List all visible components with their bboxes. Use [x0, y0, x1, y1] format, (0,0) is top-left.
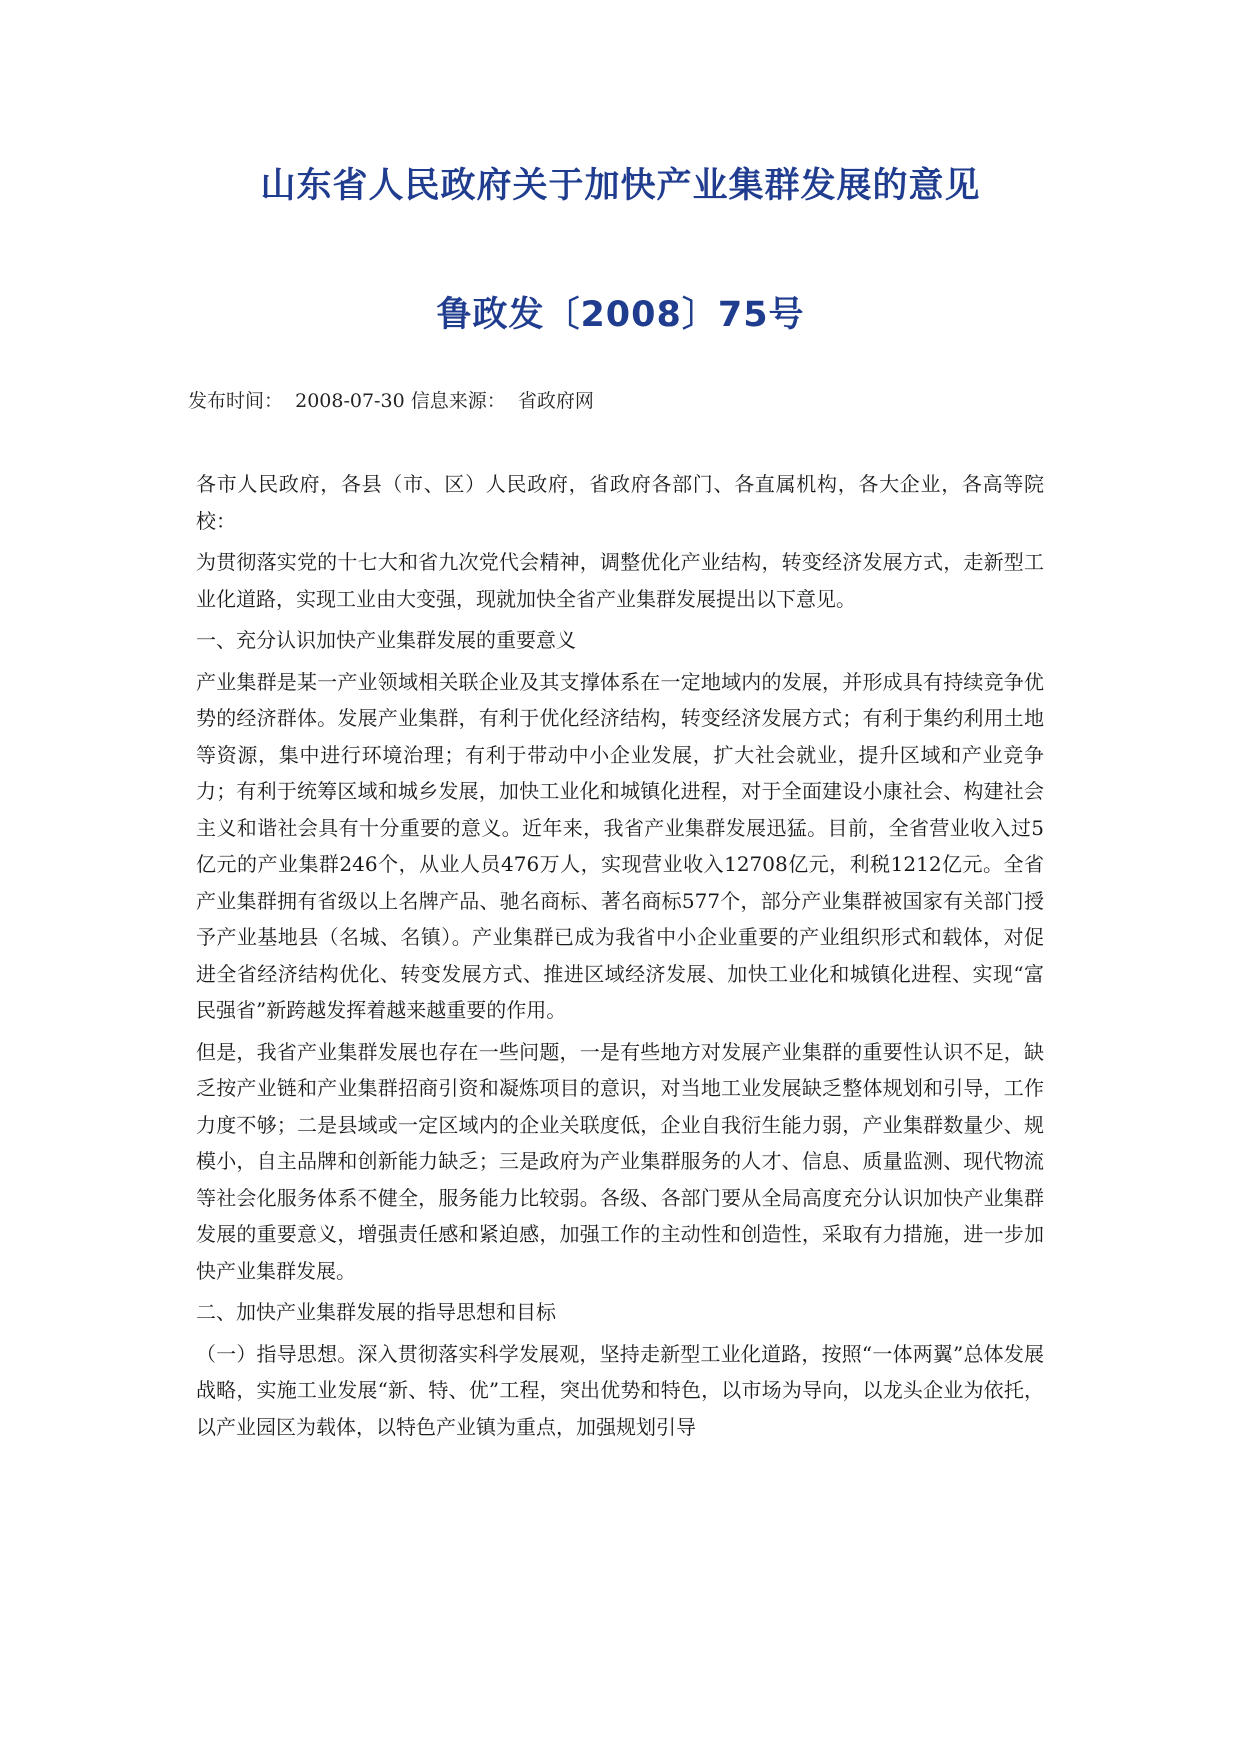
paragraph-problems: 但是，我省产业集群发展也存在一些问题，一是有些地方对发展产业集群的重要性认识不足，缺乏按产业链和产业集群招商引资和凝炼项目的意识，对当地工业发展缺乏整体规划和引导，工作力度不够；二是县域或一定区域内的企业关联度低，企业自我衍生能力弱，产业集群数量少、规模小，自主品牌和创新能力缺乏；三是政府为产业集群服务的人才、信息、质量监测、现代物流等社会化服务体系不健全，服务能力比较弱。各级、各部门要从全局高度充分认识加快产业集群发展的重要意义，增强责任感和紧迫感，加强工作的主动性和创造性，采取有力措施，进一步加快产业集群发展。 — [196, 1039, 1044, 1283]
section-heading-2: 二、加快产业集群发展的指导思想和目标 — [196, 1300, 556, 1324]
document-title: 山东省人民政府关于加快产业集群发展的意见 — [260, 166, 981, 206]
paragraph-salutation: 各市人民政府，各县（市、区）人民政府，省政府各部门、各直属机构，各大企业，各高等院校： — [196, 472, 1044, 533]
publish-date: 2008-07-30 — [295, 390, 405, 412]
paragraph-significance: 产业集群是某一产业领域相关联企业及其支撑体系在一定地域内的发展，并形成具有持续竞争优势的经济群体。发展产业集群，有利于优化经济结构，转变经济发展方式；有利于集约利用土地等资源，集中进行环境治理；有利于带动中小企业发展，扩大社会就业，提升区域和产业竞争力；有利于统筹区域和城乡发展，加快工业化和城镇化进程，对于全面建设小康社会、构建社会主义和谐社会具有十分重要的意义。近年来，我省产业集群发展迅猛。目前，全省营业收入过5亿元的产业集群246个，从业人员476万人，实现营业收入12708亿元，利税1212亿元。全省产业集群拥有省级以上名牌产品、驰名商标、著名商标577个，部分产业集群被国家有关部门授予产业基地县（名城、名镇）。产业集群已成为我省中小企业重要的产业组织形式和载体，对促进全省经济结构优化、转变发展方式、推进区域经济发展、加快工业化和城镇化进程、实现“富民强省”新跨越发挥着越来越重要的作用。 — [196, 669, 1044, 1022]
paragraph-intro: 为贯彻落实党的十七大和省九次党代会精神，调整优化产业结构，转变经济发展方式，走新型工业化道路，实现工业由大变强，现就加快全省产业集群发展提出以下意见。 — [196, 550, 1044, 611]
document-meta — [188, 386, 594, 413]
source-value: 省政府网 — [517, 390, 594, 412]
publish-label: 发布时间： — [188, 390, 284, 412]
document-number: 鲁政发〔2008〕75号 — [436, 295, 805, 335]
document-body — [196, 466, 1044, 1450]
section-heading-1: 一、充分认识加快产业集群发展的重要意义 — [196, 628, 576, 652]
source-label: 信息来源： — [410, 390, 506, 412]
paragraph-guiding-thought: （一）指导思想。深入贯彻落实科学发展观，坚持走新型工业化道路，按照“一体两翼”总体发展战略，实施工业发展“新、特、优”工程，突出优势和特色，以市场为导向，以龙头企业为依托，以产业园区为载体，以特色产业镇为重点，加强规划引导 — [196, 1341, 1044, 1439]
